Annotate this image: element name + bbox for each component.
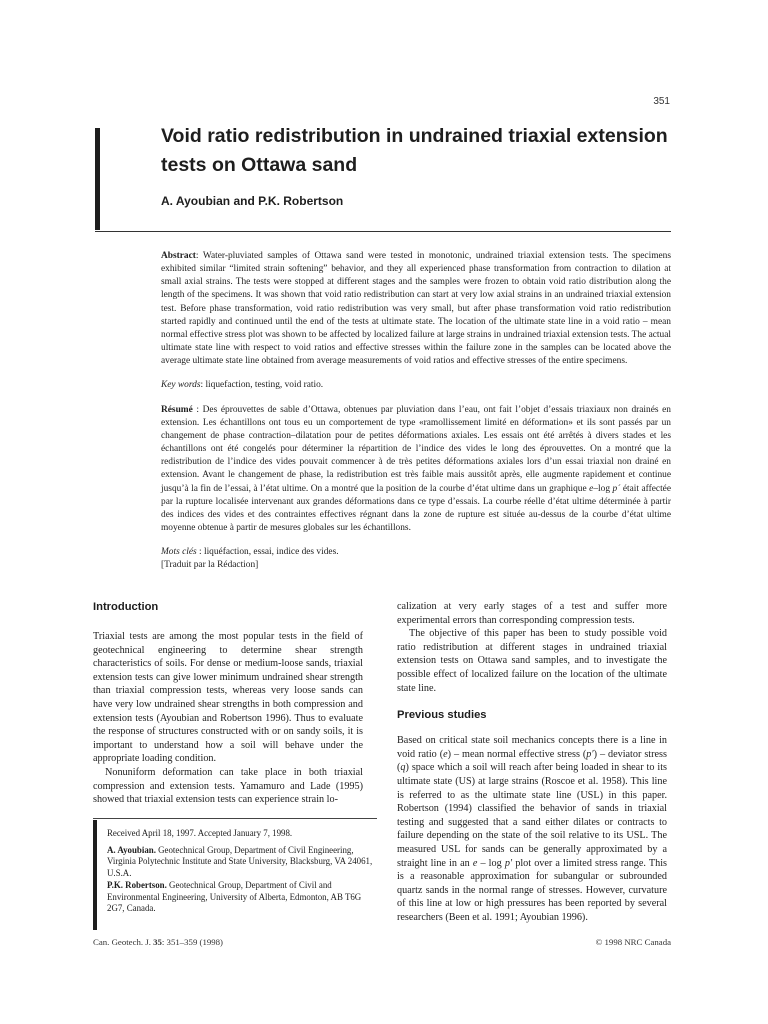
abstract-label: Abstract	[161, 251, 196, 261]
resume-text-part: était affectée par la rupture localisée intervenant aux grandes déformations dans ce type d’essais. La courbe réelle d’état ultime déterminée à partir des indices des vides et des contraintes effectives régnant dans la zone de rupture est située au-dessus de la courbe d’état ultime moyenne obtenue à partir de mesures globales sur les échantillons.	[161, 483, 671, 533]
abstract-section	[161, 250, 671, 572]
text-part: ) space which a soil will reach after being loaded in shear to its ultimate state (US) at large strains (Roscoe et al. 1958). This line is referred to as the ultimate state line (USL) in this paper. Robertson (1994) classified the behavior of sands in triaxial testing and suggested that a sand either dilates or contracts to failure depending on the state of the soil relative to its USL. The measured USL for sands can be generally approximated by a straight line in an	[397, 762, 667, 869]
keywords-text: : liquefaction, testing, void ratio.	[200, 380, 324, 391]
mots-cles-text: : liquéfaction, essai, indice des vides.	[196, 547, 339, 558]
abstract-text: : Water-pluviated samples of Ottawa sand were tested in monotonic, undrained triaxial extension tests. The specimens exhibited similar “limited strain softening” behavior, and they all experienced phase transformation from contraction to dilation at small axial strains. The tests were stopped at different stages and the samples were frozen to obtain void ratio distribution along the length of the specimens. It was shown that void ratio redistribution can start at very low axial strains in an undrained triaxial extension test. Before phase transformation, void ratio redistribution was very small, but after phase transformation void ratio redistribution started rapidly and continued until the end of the tests at ultimate state. The location of the ultimate state line in a void ratio – mean normal effective stress plot was shown to be affected by localized failure at large strains in undrained triaxial extension tests. The actual ultimate state line with respect to void ratios and effective stresses within the failure zone in the samples can be located above the average ultimate state line obtained from average measurements of void ratios and effective stresses of the entire specimens.	[161, 251, 671, 367]
journal-citation	[93, 937, 223, 947]
intro-paragraph-2: Nonuniform deformation can take place in both triaxial compression and extension tests. Yamamuro and Lade (1995) showed that triaxial extension tests can experience strain lo-	[93, 766, 363, 806]
mots-cles-label: Mots clés	[161, 547, 197, 558]
previous-studies-paragraph	[397, 734, 667, 924]
symbol-e: e	[443, 748, 448, 760]
previous-studies-heading: Previous studies	[397, 709, 487, 722]
header-rule	[95, 231, 671, 232]
symbol-q: q	[400, 762, 406, 774]
journal-volume: 35	[153, 937, 162, 947]
mots-cles-line	[161, 546, 671, 559]
resume-text-part: –log	[593, 483, 613, 494]
author-1-affiliation	[107, 845, 375, 880]
right-column	[397, 600, 667, 924]
symbol-p: p′	[504, 857, 513, 869]
author-1-name: A. Ayoubian.	[107, 844, 156, 855]
introduction-heading: Introduction	[93, 601, 159, 613]
author-footnote	[107, 828, 375, 915]
translation-note: [Traduit par la Rédaction]	[161, 560, 259, 571]
resume-symbol-p: p´	[612, 483, 621, 494]
paper-title: Void ratio redistribution in undrained triaxial extension tests on Ottawa sand	[161, 125, 668, 176]
intro-paragraph-1: Triaxial tests are among the most popular tests in the field of geotechnical engineering to determine shear strength characteristics of soils. For dense or medium-loose sands, triaxial extension tests can give lower minimum undrained shear strength than triaxial compression tests, whereas very loose sands can have very low undrained shear strengths in both compression and extension tests (Ayoubian and Robertson 1996). Thus to evaluate the response of structures constructed with or on sandy soils, it is important to understand how a soil will behave under the appropriate loading condition.	[93, 631, 363, 765]
symbol-e: e	[472, 857, 478, 869]
intro-paragraph-2-continued: calization at very early stages of a test and suffer more experimental errors than corresponding compression tests.	[397, 601, 667, 626]
resume-label: Résumé	[161, 404, 193, 415]
author-1-address: Geotechnical Group, Department of Civil Engineering, Virginia Polytechnic Institute and State University, Blacksburg, VA 24061, U.S.A.	[107, 844, 373, 879]
journal-pages: : 351–359 (1998)	[161, 937, 223, 947]
symbol-p: p′	[586, 748, 594, 760]
received-dates: Received April 18, 1997. Accepted January 7, 1998.	[107, 828, 293, 838]
text-part: Based on critical state soil mechanics concepts there is a line in void ratio (	[397, 735, 667, 760]
author-2-name: P.K. Robertson.	[107, 879, 167, 890]
title-accent-bar	[95, 128, 100, 230]
copyright-notice: © 1998 NRC Canada	[595, 937, 671, 947]
author-footnote-box	[93, 818, 377, 931]
page-number: 351	[653, 96, 670, 107]
text-part: ) – deviator stress (	[397, 748, 667, 774]
abstract-paragraph	[161, 250, 671, 368]
author-2-address: Geotechnical Group, Department of Civil and Environmental Engineering, University of Alberta, Edmonton, AB T6G 2G7, Canada.	[107, 879, 362, 914]
journal-name: Can. Geotech. J.	[93, 937, 154, 947]
text-part: plot over a limited stress range. This is a reasonable approximation for subangular or subrounded quartz sands in the normal range of stresses. However, curvature of this line at low or high pressures has been reported by several researchers (Been et al. 1991; Ayoubian 1996).	[397, 857, 667, 923]
keywords-line	[161, 379, 671, 392]
text-part: – log	[477, 857, 505, 869]
intro-paragraph-3: The objective of this paper has been to study possible void ratio redistribution at different stages in undrained triaxial extension tests on Ottawa sand samples, and to investigate the possible effect of localized failure on the location of the ultimate state line.	[397, 628, 667, 694]
keywords-label: Key words	[161, 380, 201, 391]
resume-text-part: : Des éprouvettes de sable d’Ottawa, obtenues par pluviation dans l’eau, ont fait l’objet d’essais triaxiaux non drainés en extension. Les échantillons ont tous eu un comportement de type «ramollissement limité en déformation» et ils sont passés par un changement de phase contraction–dilatation pour de petites déformations axiales. Les essais ont été arrêtés à divers stades et les échantillons ont été congelés pour déterminer la répartition de l’indice des vides le long des éprouvettes. On a montré que la redistribution de l’indice des vides pouvait commencer à de très petites déformations axiales lors d’un essai triaxial non drainé en extension. Avant le changement de phase, la redistribution est très faible mais aussitôt après, elle augmente rapidement et continue jusqu’à la fin de l’essai, à l’état ultime. On a montré que la position de la courbe d’état ultime dans un graphique	[161, 404, 671, 494]
text-part: ) – mean normal effective stress (	[447, 748, 587, 760]
resume-symbol-e: e	[589, 483, 594, 494]
resume-paragraph	[161, 404, 671, 536]
author-2-affiliation	[107, 880, 375, 915]
left-column	[93, 600, 363, 807]
footnote-accent-bar	[93, 820, 97, 930]
paper-authors: A. Ayoubian and P.K. Robertson	[161, 194, 344, 208]
